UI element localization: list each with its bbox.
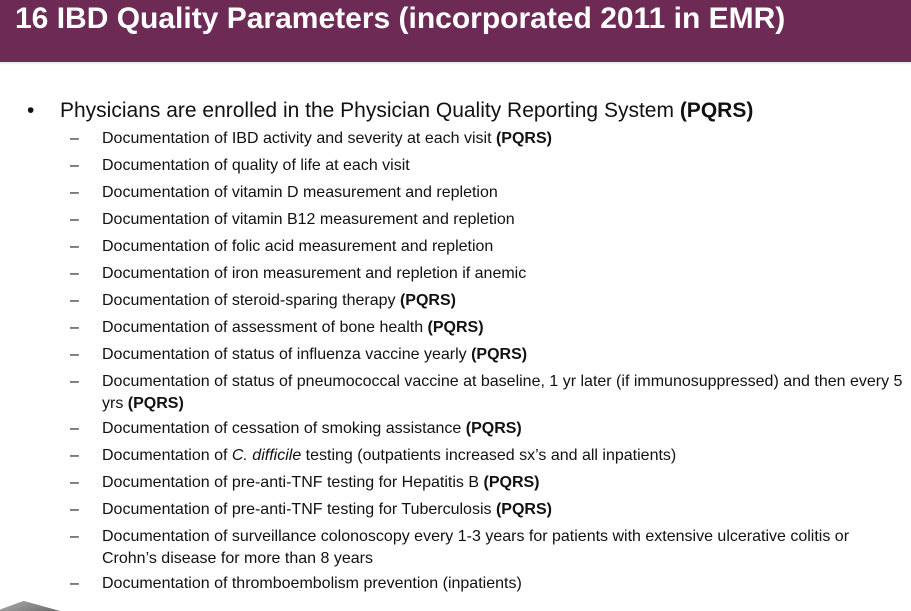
dash-marker: – <box>70 265 79 282</box>
list-item <box>70 128 906 150</box>
dash-marker: – <box>70 211 79 228</box>
main-bullet-text: Physicians are enrolled in the Physician Quality Reporting System <box>60 99 680 122</box>
list-item <box>70 209 906 231</box>
dash-marker: – <box>70 474 79 491</box>
list-item <box>70 182 906 204</box>
list-item-text: Documentation of surveillance colonoscopy every 1-3 years for patients with extensive ulcerative colitis or Crohn’s disease for more than 8 years <box>102 528 850 567</box>
list-item-text: Documentation of pre-anti-TNF testing for Hepatitis B <box>102 474 484 491</box>
list-item <box>70 418 906 440</box>
list-item-text: Documentation of steroid-sparing therapy <box>102 292 400 309</box>
dash-marker: – <box>70 373 79 390</box>
list-item-text: Documentation of IBD activity and severity at each visit <box>102 130 496 147</box>
pqrs-tag: (PQRS) <box>465 420 522 437</box>
list-item-text: Documentation of folic acid measurement and repletion <box>102 238 494 255</box>
pqrs-tag: (PQRS) <box>399 292 456 309</box>
corner-decoration <box>0 590 60 611</box>
list-item-text: Documentation of cessation of smoking assistance <box>102 420 466 437</box>
slide-title: 16 IBD Quality Parameters (incorporated 2011 in EMR) <box>15 2 786 35</box>
list-item-text: Documentation of quality of life at each visit <box>102 157 410 174</box>
title-bar <box>0 0 911 62</box>
bullet-marker: • <box>27 99 35 122</box>
list-item-text: Documentation of assessment of bone health <box>102 319 428 336</box>
dash-marker: – <box>70 420 79 437</box>
pqrs-tag: (PQRS) <box>471 346 528 363</box>
list-item-text: Documentation of <box>102 447 232 464</box>
list-item <box>70 573 906 595</box>
list-item <box>70 499 906 521</box>
main-bullet <box>27 98 753 124</box>
list-item <box>70 290 906 312</box>
pqrs-tag: (PQRS) <box>427 319 484 336</box>
dash-marker: – <box>70 184 79 201</box>
dash-marker: – <box>70 238 79 255</box>
dash-marker: – <box>70 157 79 174</box>
list-item-text: Documentation of status of pneumococcal vaccine at baseline, 1 yr later (if immunosuppressed) and then every 5 yrs <box>102 373 903 412</box>
dash-marker: – <box>70 575 79 592</box>
pqrs-tag: (PQRS) <box>127 395 184 412</box>
list-item <box>70 317 906 339</box>
pqrs-tag: (PQRS) <box>483 474 540 491</box>
list-item <box>70 155 906 177</box>
list-item <box>70 263 906 285</box>
list-item <box>70 371 906 415</box>
dash-marker: – <box>70 130 79 147</box>
quality-parameter-list <box>70 128 906 600</box>
list-item-text: Documentation of vitamin B12 measurement and repletion <box>102 211 515 228</box>
dash-marker: – <box>70 447 79 464</box>
list-item <box>70 344 906 366</box>
dash-marker: – <box>70 319 79 336</box>
list-item-italic-text: C. difficile <box>231 447 302 464</box>
list-item-text: Documentation of vitamin D measurement and repletion <box>102 184 498 201</box>
pqrs-tag: (PQRS) <box>495 501 552 518</box>
list-item-text: Documentation of status of influenza vaccine yearly <box>102 346 472 363</box>
list-item-text: Documentation of pre-anti-TNF testing for Tuberculosis <box>102 501 496 518</box>
dash-marker: – <box>70 292 79 309</box>
list-item <box>70 236 906 258</box>
list-item <box>70 445 906 467</box>
main-bullet-tag: (PQRS) <box>679 99 754 122</box>
dash-marker: – <box>70 501 79 518</box>
list-item-text: Documentation of thromboembolism prevention (inpatients) <box>102 575 522 592</box>
pqrs-tag: (PQRS) <box>495 130 552 147</box>
dash-marker: – <box>70 528 79 545</box>
list-item-text: Documentation of iron measurement and repletion if anemic <box>102 265 527 282</box>
list-item-text-continued: testing (outpatients increased sx’s and all inpatients) <box>301 447 677 464</box>
title-bar-shadow <box>0 62 911 65</box>
list-item <box>70 472 906 494</box>
list-item <box>70 526 906 570</box>
dash-marker: – <box>70 346 79 363</box>
